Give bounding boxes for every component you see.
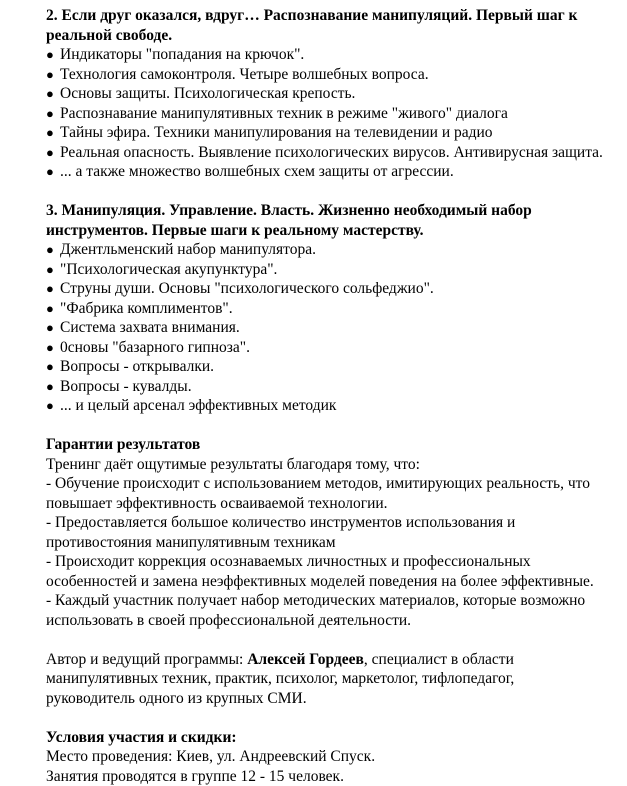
- list-item-text: "Психологическая акупунктура".: [60, 260, 277, 280]
- list-item: [46, 240, 624, 260]
- list-item-text: Система захвата внимания.: [60, 318, 240, 338]
- conditions-line: Занятия проводятся в группе 12 - 15 человек.: [46, 767, 624, 786]
- spacer: [46, 182, 624, 202]
- author-line3: руководитель одного из крупных СМИ.: [46, 689, 624, 709]
- list-item: [46, 162, 624, 182]
- bullet-icon: ●: [46, 377, 60, 397]
- list-item: [46, 143, 624, 163]
- guarantees-line: использовать в своей профессиональной деятельности.: [46, 611, 624, 631]
- list-item: [46, 84, 624, 104]
- list-item-text: "Фабрика комплиментов".: [60, 299, 233, 319]
- list-item-text: Распознавание манипулятивных техник в режиме "живого" диалога: [60, 104, 508, 124]
- bullet-icon: ●: [46, 65, 60, 85]
- guarantees-heading: Гарантии результатов: [46, 435, 624, 455]
- bullet-icon: ●: [46, 260, 60, 280]
- bullet-icon: ●: [46, 338, 60, 358]
- author-suffix: , специалист в области: [364, 651, 514, 668]
- bullet-icon: ●: [46, 45, 60, 65]
- guarantees-line: Тренинг даёт ощутимые результаты благодаря тому, что:: [46, 455, 624, 475]
- bullet-icon: ●: [46, 357, 60, 377]
- document-page: [46, 6, 624, 786]
- list-item: [46, 396, 624, 416]
- section-3-heading-line2: инструментов. Первые шаги к реальному мастерству.: [46, 221, 624, 241]
- bullet-icon: ●: [46, 162, 60, 182]
- list-item: [46, 65, 624, 85]
- bullet-icon: ●: [46, 240, 60, 260]
- list-item-text: Вопросы - открывалки.: [60, 357, 214, 377]
- spacer: [46, 708, 624, 728]
- section-2: [46, 6, 624, 182]
- guarantees-line: - Предоставляется большое количество инструментов использования и: [46, 513, 624, 533]
- list-item: [46, 123, 624, 143]
- list-item-text: Вопросы - кувалды.: [60, 377, 192, 397]
- conditions-line: Место проведения: Киев, ул. Андреевский Спуск.: [46, 747, 624, 767]
- author-line2: манипулятивных техник, практик, психолог, маркетолог, тифлопедагог,: [46, 669, 624, 689]
- guarantees-section: [46, 435, 624, 630]
- list-item: [46, 357, 624, 377]
- list-item: [46, 377, 624, 397]
- section-2-heading-line2: реальной свободе.: [46, 26, 624, 46]
- list-item: [46, 104, 624, 124]
- bullet-icon: ●: [46, 84, 60, 104]
- bullet-icon: ●: [46, 318, 60, 338]
- guarantees-line: - Каждый участник получает набор методических материалов, которые возможно: [46, 591, 624, 611]
- guarantees-line: - Происходит коррекция осознаваемых личностных и профессиональных: [46, 552, 624, 572]
- guarantees-line: - Обучение происходит с использованием методов, имитирующих реальность, что: [46, 474, 624, 494]
- section-3-list: [46, 240, 624, 416]
- list-item: [46, 299, 624, 319]
- list-item: [46, 318, 624, 338]
- bullet-icon: ●: [46, 299, 60, 319]
- list-item: [46, 338, 624, 358]
- list-item-text: Индикаторы "попадания на крючок".: [60, 45, 304, 65]
- list-item-text: Струны души. Основы "психологического сольфеджио".: [60, 279, 434, 299]
- list-item-text: Тайны эфира. Техники манипулирования на телевидении и радио: [60, 123, 493, 143]
- section-2-heading-line1: 2. Если друг оказался, вдруг… Распознавание манипуляций. Первый шаг к: [46, 6, 624, 26]
- list-item-text: Реальная опасность. Выявление психологических вирусов. Антивирусная защита.: [60, 143, 603, 163]
- bullet-icon: ●: [46, 396, 60, 416]
- spacer: [46, 416, 624, 436]
- spacer: [46, 630, 624, 650]
- list-item-text: Основы защиты. Психологическая крепость.: [60, 84, 355, 104]
- section-3-heading-line1: 3. Манипуляция. Управление. Власть. Жизненно необходимый набор: [46, 201, 624, 221]
- guarantees-line: повышает эффективность осваиваемой технологии.: [46, 494, 624, 514]
- conditions-section: [46, 728, 624, 786]
- guarantees-line: особенностей и замена неэффективных моделей поведения на более эффективные.: [46, 572, 624, 592]
- list-item-text: ... а также множество волшебных схем защиты от агрессии.: [60, 162, 454, 182]
- list-item-text: Технология самоконтроля. Четыре волшебных вопроса.: [60, 65, 429, 85]
- list-item-text: Джентльменский набор манипулятора.: [60, 240, 316, 260]
- list-item: [46, 279, 624, 299]
- author-prefix: Автор и ведущий программы:: [46, 651, 247, 668]
- list-item-text: 0сновы "базарного гипноза".: [60, 338, 250, 358]
- author-line1: [46, 650, 624, 670]
- conditions-heading: Условия участия и скидки:: [46, 728, 624, 748]
- section-3: [46, 201, 624, 416]
- list-item-text: ... и целый арсенал эффективных методик: [60, 396, 336, 416]
- section-2-list: [46, 45, 624, 182]
- bullet-icon: ●: [46, 104, 60, 124]
- guarantees-line: противостояния манипулятивным техникам: [46, 533, 624, 553]
- list-item: [46, 260, 624, 280]
- bullet-icon: ●: [46, 123, 60, 143]
- author-name: Алексей Гордеев: [247, 651, 364, 668]
- list-item: [46, 45, 624, 65]
- author-section: [46, 650, 624, 709]
- bullet-icon: ●: [46, 279, 60, 299]
- bullet-icon: ●: [46, 143, 60, 163]
